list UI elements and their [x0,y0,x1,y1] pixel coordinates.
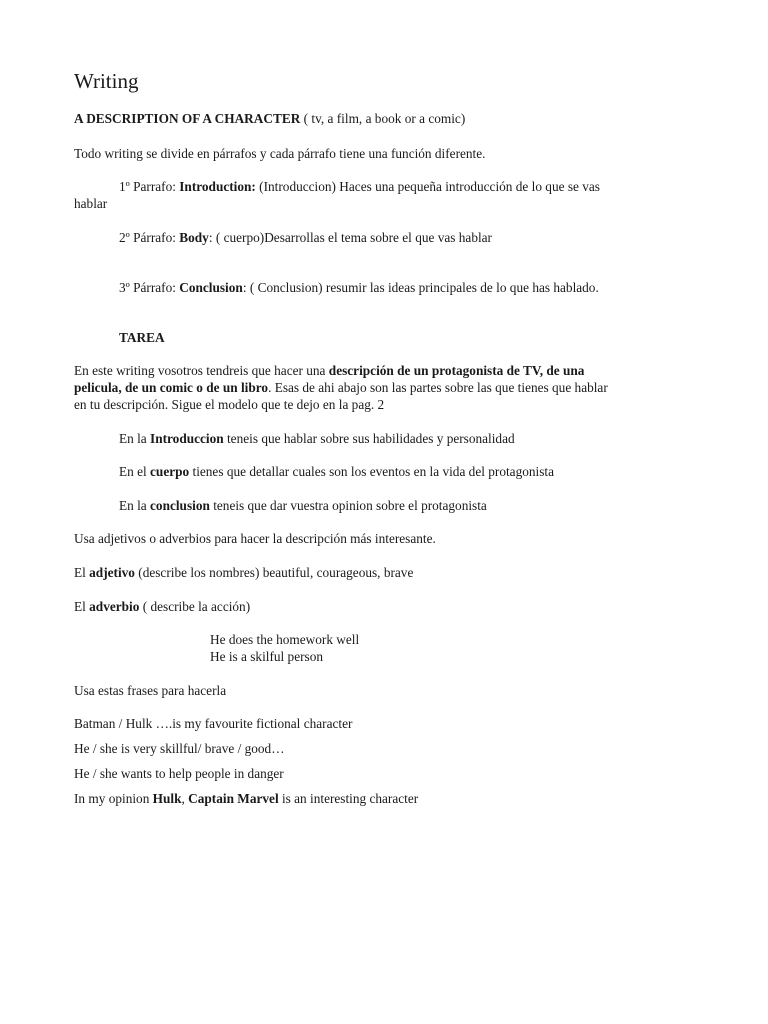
adverbio-bold: adverbio [89,599,140,614]
part-conclusion-bold: conclusion [150,498,210,513]
adjectives-note: Usa adjetivos o adverbios para hacer la descripción más interesante. [74,531,436,546]
phrases-intro: Usa estas frases para hacerla [74,683,227,698]
intro-text: Todo writing se divide en párrafos y cada párrafo tiene una función diferente. [74,146,486,161]
adverbio-c: ( describe la acción) [139,599,251,614]
paragraph-2-prefix: 2º Párrafo: [119,230,180,245]
part-body [119,464,554,480]
part-introduction [119,431,515,447]
paragraph-1-prefix: 1º Parrafo: [119,179,180,194]
phrase-4-captain-marvel: Captain Marvel [188,791,279,806]
tarea-line-1-text: En este writing vosotros tendreis que hacer una [74,363,329,378]
paragraph-2-bold: Body [179,230,209,245]
tarea-line-2-bold: pelicula, de un comic o de un libro [74,380,269,395]
part-introduction-a: En la [119,431,151,446]
tarea-line-2 [74,380,608,396]
paragraph-3 [119,280,599,296]
paragraph-1-rest: (Introduccion) Haces una pequeña introducción de lo que se vas [255,179,600,194]
heading-rest: ( tv, a film, a book or a comic) [300,111,466,126]
adjetivo-a: El [74,565,90,580]
phrase-4 [74,791,418,807]
paragraph-2-rest: : ( cuerpo)Desarrollas el tema sobre el que vas hablar [208,230,492,245]
phrase-1: Batman / Hulk ….is my favourite fictional character [74,716,353,731]
tarea-heading-text: TAREA [119,330,165,345]
adjetivo-bold: adjetivo [89,565,135,580]
part-body-bold: cuerpo [150,464,190,479]
phrase-4-e: is an interesting character [278,791,419,806]
tarea-line-1-bold: descripción de un protagonista de TV, de una [328,363,585,378]
paragraph-3-bold: Conclusion [179,280,243,295]
paragraph-3-prefix: 3º Párrafo: [119,280,180,295]
tarea-line-2-text: . Esas de ahi abajo son las partes sobre las que tienes que hablar [268,380,608,395]
paragraph-1 [119,179,600,195]
part-introduction-c: teneis que hablar sobre sus habilidades y personalidad [223,431,515,446]
phrase-4-hulk: Hulk [152,791,182,806]
adjetivo-c: (describe los nombres) beautiful, courageous, brave [134,565,414,580]
part-introduction-bold: Introduccion [150,431,224,446]
document-heading [74,111,465,127]
tarea-line-3: en tu descripción. Sigue el modelo que te dejo en la pag. 2 [74,397,385,412]
tarea-line-1 [74,363,584,379]
page-title: Writing [74,69,139,93]
heading-bold: A DESCRIPTION OF A CHARACTER [74,111,301,126]
example-1: He does the homework well [210,632,360,647]
part-body-a: En el [119,464,151,479]
adverbio-line [74,599,250,615]
paragraph-2 [119,230,492,246]
part-conclusion-c: teneis que dar vuestra opinion sobre el protagonista [209,498,487,513]
adjetivo-line [74,565,413,581]
adverbio-a: El [74,599,90,614]
part-conclusion-a: En la [119,498,151,513]
phrase-4-a: In my opinion [74,791,153,806]
phrase-3: He / she wants to help people in danger [74,766,284,781]
tarea-heading [119,330,165,346]
paragraph-1-bold: Introduction: [179,179,256,194]
phrase-4-comma: , [181,791,189,806]
part-body-c: tienes que detallar cuales son los eventos en la vida del protagonista [189,464,554,479]
phrase-2: He / she is very skillful/ brave / good… [74,741,285,756]
example-2: He is a skilful person [210,649,324,664]
paragraph-3-rest: : ( Conclusion) resumir las ideas principales de lo que has hablado. [242,280,599,295]
part-conclusion [119,498,487,514]
paragraph-1-continuation: hablar [74,196,108,211]
